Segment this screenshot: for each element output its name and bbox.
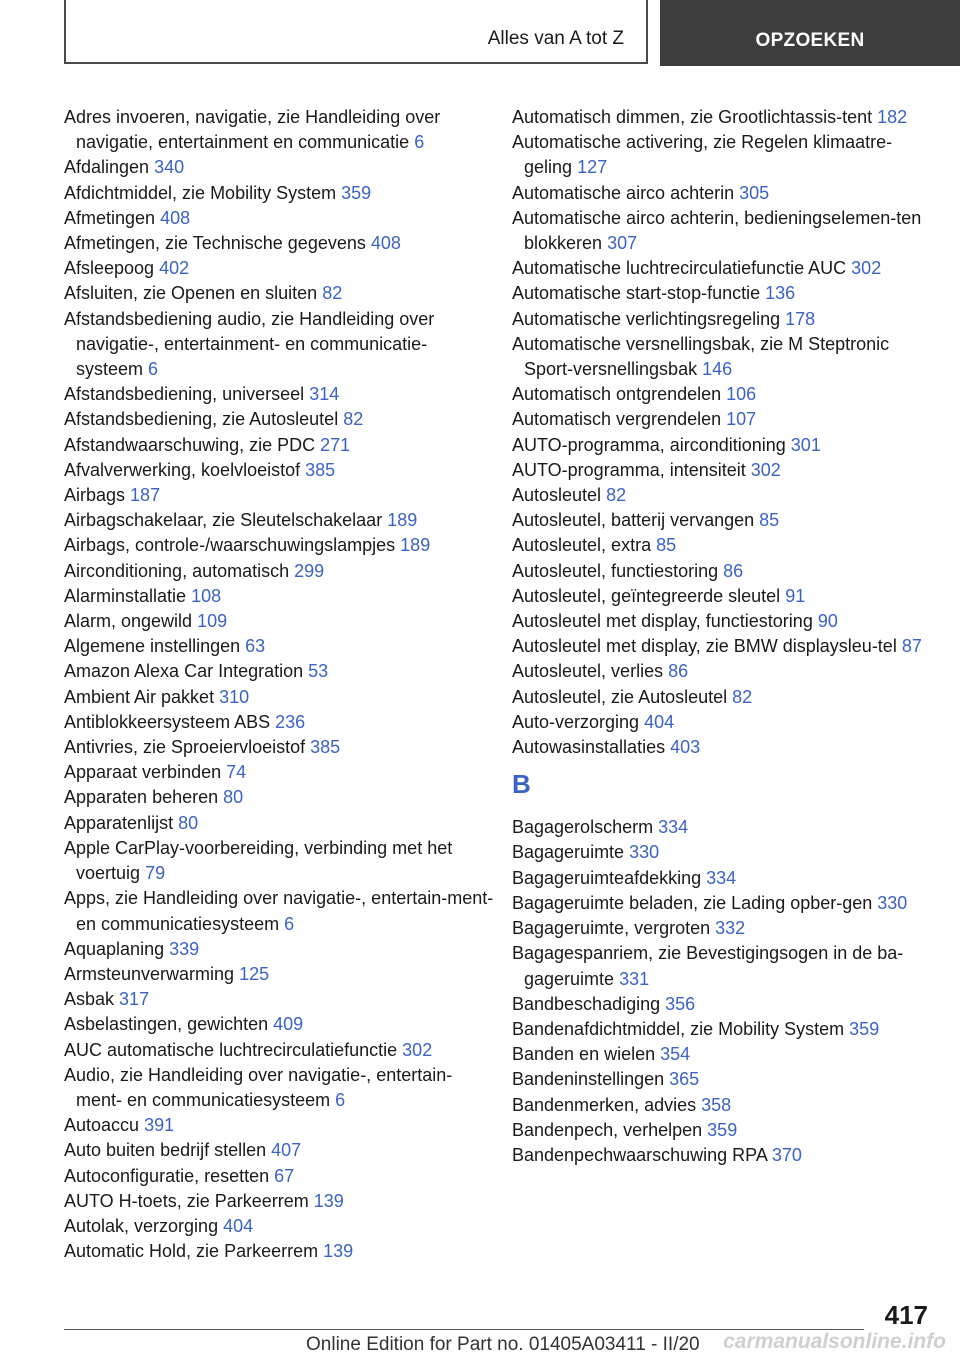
- index-entry-text: Afsluiten, zie Openen en sluiten: [64, 283, 318, 304]
- index-entry: [64, 1239, 494, 1264]
- index-entry: [512, 941, 932, 991]
- index-entry: [64, 987, 494, 1012]
- index-entry-text: Afvalverwerking, koelvloeistof: [64, 459, 301, 480]
- index-entry-text: Bagageruimte, vergroten: [512, 918, 711, 939]
- index-entry: [64, 256, 494, 281]
- index-entry: [64, 155, 494, 180]
- index-entry: [64, 811, 494, 836]
- page-reference-link[interactable]: 301: [790, 434, 821, 455]
- index-entry: [64, 1189, 494, 1214]
- index-entry-text: Afsleepoog: [64, 258, 155, 279]
- index-entry-text: Autosleutel, verlies: [512, 661, 664, 682]
- index-entry: [64, 382, 494, 407]
- index-entry-text: Autosleutel met display, zie BMW displaysleu-tel: [512, 636, 897, 657]
- page-reference-link[interactable]: 359: [849, 1018, 880, 1039]
- index-entry-text: Autosleutel, zie Autosleutel: [512, 686, 728, 707]
- index-entry: [64, 760, 494, 785]
- page-reference-link[interactable]: 370: [771, 1144, 802, 1165]
- index-entry: [512, 685, 932, 710]
- page-reference-link[interactable]: 82: [606, 485, 627, 506]
- index-entry: [512, 710, 932, 735]
- page-reference-link[interactable]: 305: [739, 182, 770, 203]
- index-entry-text: Bandenpech, verhelpen: [512, 1119, 703, 1140]
- page-reference-link[interactable]: 331: [619, 968, 650, 989]
- index-entry: [512, 533, 932, 558]
- index-entry-text: Bandbeschadiging: [512, 993, 661, 1014]
- index-entry-text: Afmetingen: [64, 207, 156, 228]
- index-entry: [64, 1214, 494, 1239]
- index-entry-text: Autowasinstallaties: [512, 737, 666, 758]
- index-entry-text: Audio, zie Handleiding over navigatie-, entertain-ment- en communicatiesysteem: [64, 1064, 453, 1110]
- index-entry: [512, 891, 932, 916]
- index-entry: [512, 659, 932, 684]
- page-reference-link[interactable]: 67: [274, 1165, 295, 1186]
- index-entry-text: Antiblokkeersysteem ABS: [64, 711, 271, 732]
- page-reference-link[interactable]: 307: [607, 233, 638, 254]
- index-entry-text: AUTO-programma, airconditioning: [512, 434, 786, 455]
- section-title: Alles van A tot Z: [487, 28, 624, 49]
- index-entry-text: AUC automatische luchtrecirculatiefunctie: [64, 1039, 398, 1060]
- page-reference-link[interactable]: 402: [159, 258, 190, 279]
- page-reference-link[interactable]: 85: [759, 510, 780, 531]
- edition-footer: Online Edition for Part no. 01405A03411 - II/20: [306, 1334, 700, 1355]
- section-letter-b: B: [512, 769, 531, 800]
- page-reference-link[interactable]: 409: [273, 1014, 304, 1035]
- page-reference-link[interactable]: 189: [400, 535, 431, 556]
- page-reference-link[interactable]: 91: [785, 585, 806, 606]
- index-entry: [64, 937, 494, 962]
- page-reference-link[interactable]: 87: [901, 636, 922, 657]
- page-reference-link[interactable]: 339: [169, 938, 200, 959]
- index-entry-text: Asbelastingen, gewichten: [64, 1014, 269, 1035]
- page-reference-link[interactable]: 365: [669, 1069, 700, 1090]
- index-entry: [64, 458, 494, 483]
- page-reference-link[interactable]: 334: [658, 817, 689, 838]
- tab-opzoeken-label: OPZOEKEN: [755, 30, 865, 51]
- index-entry: [512, 433, 932, 458]
- page-reference-link[interactable]: 139: [313, 1190, 344, 1211]
- index-entry: [64, 559, 494, 584]
- index-entry-text: Automatische activering, zie Regelen klimaatre-geling: [512, 132, 893, 178]
- index-entry-text: Autosleutel, geïntegreerde sleutel: [512, 585, 781, 606]
- page-reference-link[interactable]: 125: [239, 963, 270, 984]
- watermark-logo: carmanualsonline.info: [723, 1330, 946, 1353]
- index-entry: [64, 307, 494, 383]
- index-entry-text: Automatische versnellingsbak, zie M Steptronic Sport-versnellingsbak: [512, 333, 890, 380]
- index-list-a: [512, 105, 932, 760]
- index-entry: [512, 815, 932, 840]
- index-entry: [64, 1012, 494, 1037]
- index-entry-text: Afdichtmiddel, zie Mobility System: [64, 182, 337, 203]
- index-entry: [512, 307, 932, 332]
- index-entry-text: Auto buiten bedrijf stellen: [64, 1140, 267, 1161]
- index-entry-text: Automatic Hold, zie Parkeerrem: [64, 1241, 319, 1262]
- page-reference-link[interactable]: 356: [665, 993, 696, 1014]
- index-entry: [64, 508, 494, 533]
- page-reference-link[interactable]: 359: [707, 1119, 738, 1140]
- index-entry: [64, 433, 494, 458]
- index-entry: [64, 206, 494, 231]
- index-entry: [64, 407, 494, 432]
- index-entry-text: Algemene instellingen: [64, 636, 241, 657]
- index-entry: [512, 508, 932, 533]
- index-entry-text: Airconditioning, automatisch: [64, 560, 290, 581]
- page-reference-link[interactable]: 358: [701, 1094, 732, 1115]
- page-reference-link[interactable]: 136: [765, 283, 796, 304]
- page-reference-link[interactable]: 146: [702, 359, 733, 380]
- index-entry-text: Apple CarPlay-voorbereiding, verbinding met het voertuig: [64, 837, 453, 884]
- page-reference-link[interactable]: 359: [341, 182, 372, 203]
- page-reference-link[interactable]: 178: [785, 308, 816, 329]
- index-entry-text: Apparatenlijst: [64, 812, 174, 833]
- page-reference-link[interactable]: 332: [715, 918, 746, 939]
- page-reference-link[interactable]: 407: [271, 1140, 302, 1161]
- index-entry: [512, 584, 932, 609]
- index-entry: [512, 332, 932, 382]
- index-entry: [512, 634, 932, 659]
- index-entry-text: Automatische airco achterin: [512, 182, 735, 203]
- index-entry-text: Apparaat verbinden: [64, 762, 222, 783]
- index-entry: [64, 735, 494, 760]
- page-reference-link[interactable]: 408: [160, 207, 191, 228]
- index-entry: [512, 609, 932, 634]
- index-entry-text: Adres invoeren, navigatie, zie Handleiding over navigatie, entertainment en communicatie: [64, 107, 441, 153]
- index-entry-text: Autosleutel, batterij vervangen: [512, 510, 755, 531]
- page-reference-link[interactable]: 271: [320, 434, 351, 455]
- index-entry: [512, 1093, 932, 1118]
- index-entry-text: Armsteunverwarming: [64, 963, 235, 984]
- index-entry: [512, 181, 932, 206]
- page-reference-link[interactable]: 6: [335, 1089, 346, 1110]
- page-reference-link[interactable]: 330: [877, 892, 908, 913]
- page-reference-link[interactable]: 403: [670, 737, 701, 758]
- page-reference-link[interactable]: 63: [245, 636, 266, 657]
- index-entry-text: Bagageruimte: [512, 842, 625, 863]
- index-entry: [64, 584, 494, 609]
- index-entry-text: Bandenmerken, advies: [512, 1094, 697, 1115]
- page-reference-link[interactable]: 310: [219, 686, 250, 707]
- page-reference-link[interactable]: 354: [660, 1044, 691, 1065]
- index-entry: [512, 559, 932, 584]
- index-entry-text: Apps, zie Handleiding over navigatie-, entertain-ment- en communicatiesysteem: [64, 888, 494, 934]
- index-entry: [64, 1138, 494, 1163]
- index-entry-text: Afstandsbediening, universeel: [64, 384, 305, 405]
- index-entry-text: Autosleutel met display, functiestoring: [512, 611, 813, 632]
- page-reference-link[interactable]: 408: [370, 233, 401, 254]
- page-reference-link[interactable]: 80: [178, 812, 199, 833]
- index-entry-text: Aquaplaning: [64, 938, 165, 959]
- index-entry-text: Afstandwaarschuwing, zie PDC: [64, 434, 316, 455]
- index-entry-text: Automatische verlichtingsregeling: [512, 308, 781, 329]
- page-reference-link[interactable]: 139: [323, 1241, 354, 1262]
- page-reference-link[interactable]: 90: [817, 611, 838, 632]
- page-reference-link[interactable]: 86: [723, 560, 744, 581]
- index-entry-text: Bagagespanriem, zie Bevestigingsogen in de ba-gageruimte: [512, 943, 904, 989]
- index-entry-text: Alarminstallatie: [64, 585, 187, 606]
- page-reference-link[interactable]: 107: [726, 409, 757, 430]
- index-entry: [512, 130, 932, 180]
- index-entry: [64, 1113, 494, 1138]
- index-entry: [512, 256, 932, 281]
- index-entry: [64, 659, 494, 684]
- page-reference-link[interactable]: 82: [732, 686, 753, 707]
- index-entry: [512, 458, 932, 483]
- index-entry: [64, 1063, 494, 1113]
- index-entry: [512, 735, 932, 760]
- index-column-left: [64, 105, 494, 1264]
- page-header: [0, 0, 960, 68]
- page-reference-link[interactable]: 127: [577, 157, 608, 178]
- index-entry: [64, 483, 494, 508]
- index-list-b: [512, 815, 932, 1168]
- page-reference-link[interactable]: 302: [750, 459, 781, 480]
- index-entry-text: Bandeninstellingen: [512, 1069, 665, 1090]
- page-reference-link[interactable]: 6: [414, 132, 425, 153]
- page-reference-link[interactable]: 317: [119, 989, 150, 1010]
- page-reference-link[interactable]: 108: [191, 585, 222, 606]
- index-entry: [64, 886, 494, 936]
- page-reference-link[interactable]: 82: [322, 283, 343, 304]
- index-entry-text: Automatisch vergrendelen: [512, 409, 722, 430]
- page-reference-link[interactable]: 74: [226, 762, 247, 783]
- index-entry-text: Airbagschakelaar, zie Sleutelschakelaar: [64, 510, 383, 531]
- page-reference-link[interactable]: 340: [154, 157, 185, 178]
- index-entry: [512, 206, 932, 256]
- page-reference-link[interactable]: 82: [343, 409, 364, 430]
- index-entry: [512, 407, 932, 432]
- index-entry-text: AUTO-programma, intensiteit: [512, 459, 746, 480]
- index-entry: [512, 1143, 932, 1168]
- index-entry: [64, 710, 494, 735]
- page-reference-link[interactable]: 80: [223, 787, 244, 808]
- page-reference-link[interactable]: 53: [308, 661, 329, 682]
- page-reference-link[interactable]: 385: [310, 737, 341, 758]
- index-entry: [512, 483, 932, 508]
- index-entry-text: Bagageruimteafdekking: [512, 867, 702, 888]
- index-entry-text: Afstandsbediening, zie Autosleutel: [64, 409, 339, 430]
- index-entry: [64, 105, 494, 155]
- index-entry: [64, 634, 494, 659]
- index-entry-text: Autolak, verzorging: [64, 1215, 219, 1236]
- index-entry: [512, 1042, 932, 1067]
- page-reference-link[interactable]: 391: [144, 1115, 175, 1136]
- page-reference-link[interactable]: 189: [387, 510, 418, 531]
- index-entry: [64, 1164, 494, 1189]
- index-entry: [64, 836, 494, 886]
- header-frame: [64, 0, 648, 64]
- index-entry: [64, 1038, 494, 1063]
- index-entry: [64, 181, 494, 206]
- index-entry-text: Apparaten beheren: [64, 787, 219, 808]
- index-entry-text: Automatische start-stop-functie: [512, 283, 761, 304]
- index-entry: [64, 231, 494, 256]
- tab-opzoeken[interactable]: [660, 0, 960, 66]
- index-entry-text: Asbak: [64, 989, 115, 1010]
- index-entry-text: Automatisch ontgrendelen: [512, 384, 722, 405]
- page-reference-link[interactable]: 79: [145, 863, 166, 884]
- index-entry-text: Automatische luchtrecirculatiefunctie AUC: [512, 258, 847, 279]
- index-entry-text: Autosleutel, extra: [512, 535, 652, 556]
- index-entry: [512, 840, 932, 865]
- page-reference-link[interactable]: 6: [148, 359, 159, 380]
- index-entry-text: Ambient Air pakket: [64, 686, 215, 707]
- index-column-right: [512, 105, 932, 1168]
- index-entry: [512, 105, 932, 130]
- page-reference-link[interactable]: 86: [668, 661, 689, 682]
- page-reference-link[interactable]: 106: [726, 384, 757, 405]
- index-entry-text: Autoconfiguratie, resetten: [64, 1165, 270, 1186]
- page-reference-link[interactable]: 236: [275, 711, 306, 732]
- page-reference-link[interactable]: 404: [223, 1215, 254, 1236]
- index-entry-text: Automatische airco achterin, bedieningselemen-ten blokkeren: [512, 207, 922, 254]
- index-entry-text: Bandenafdichtmiddel, zie Mobility System: [512, 1018, 845, 1039]
- index-entry-text: Autosleutel: [512, 485, 602, 506]
- page-reference-link[interactable]: 302: [851, 258, 882, 279]
- page-reference-link[interactable]: 314: [309, 384, 340, 405]
- index-entry-text: Afstandsbediening audio, zie Handleiding over navigatie-, entertainment- en communicatie-systeem: [64, 308, 435, 380]
- index-entry-text: Bagageruimte beladen, zie Lading opber-gen: [512, 892, 873, 913]
- index-entry-text: Afmetingen, zie Technische gegevens: [64, 233, 366, 254]
- index-entry-text: Antivries, zie Sproeiervloeistof: [64, 737, 306, 758]
- index-entry-text: Auto-verzorging: [512, 711, 640, 732]
- page-reference-link[interactable]: 302: [402, 1039, 433, 1060]
- index-entry: [512, 1067, 932, 1092]
- page-reference-link[interactable]: 182: [877, 107, 908, 127]
- index-entry-text: Alarm, ongewild: [64, 611, 193, 632]
- index-entry: [64, 533, 494, 558]
- index-entry: [512, 866, 932, 891]
- index-entry: [64, 609, 494, 634]
- index-entry-text: Bagagerolscherm: [512, 817, 654, 838]
- page-reference-link[interactable]: 385: [305, 459, 336, 480]
- index-entry: [512, 992, 932, 1017]
- page-reference-link[interactable]: 299: [294, 560, 325, 581]
- index-entry: [64, 962, 494, 987]
- page-reference-link[interactable]: 404: [644, 711, 675, 732]
- index-entry: [64, 281, 494, 306]
- index-entry: [512, 916, 932, 941]
- index-entry-text: Amazon Alexa Car Integration: [64, 661, 304, 682]
- index-entry-text: Bandenpechwaarschuwing RPA: [512, 1144, 767, 1165]
- index-entry: [512, 382, 932, 407]
- index-entry-text: AUTO H-toets, zie Parkeerrem: [64, 1190, 309, 1211]
- page-reference-link[interactable]: 330: [629, 842, 660, 863]
- index-entry-text: Afdalingen: [64, 157, 150, 178]
- index-entry: [64, 785, 494, 810]
- page-reference-link[interactable]: 109: [197, 611, 228, 632]
- index-entry: [512, 281, 932, 306]
- page-reference-link[interactable]: 187: [130, 485, 161, 506]
- index-entry-text: Autosleutel, functiestoring: [512, 560, 719, 581]
- index-entry-text: Banden en wielen: [512, 1044, 656, 1065]
- index-entry: [64, 685, 494, 710]
- page-reference-link[interactable]: 6: [284, 913, 295, 934]
- page-reference-link[interactable]: 334: [706, 867, 737, 888]
- index-entry-text: Automatisch dimmen, zie Grootlichtassis-tent: [512, 107, 873, 127]
- page-number: 417: [884, 1300, 928, 1330]
- index-entry-text: Airbags, controle-/waarschuwingslampjes: [64, 535, 396, 556]
- index-entry-text: Airbags: [64, 485, 126, 506]
- page-reference-link[interactable]: 85: [656, 535, 677, 556]
- index-entry: [512, 1017, 932, 1042]
- index-entry-text: Autoaccu: [64, 1115, 140, 1136]
- index-entry: [512, 1118, 932, 1143]
